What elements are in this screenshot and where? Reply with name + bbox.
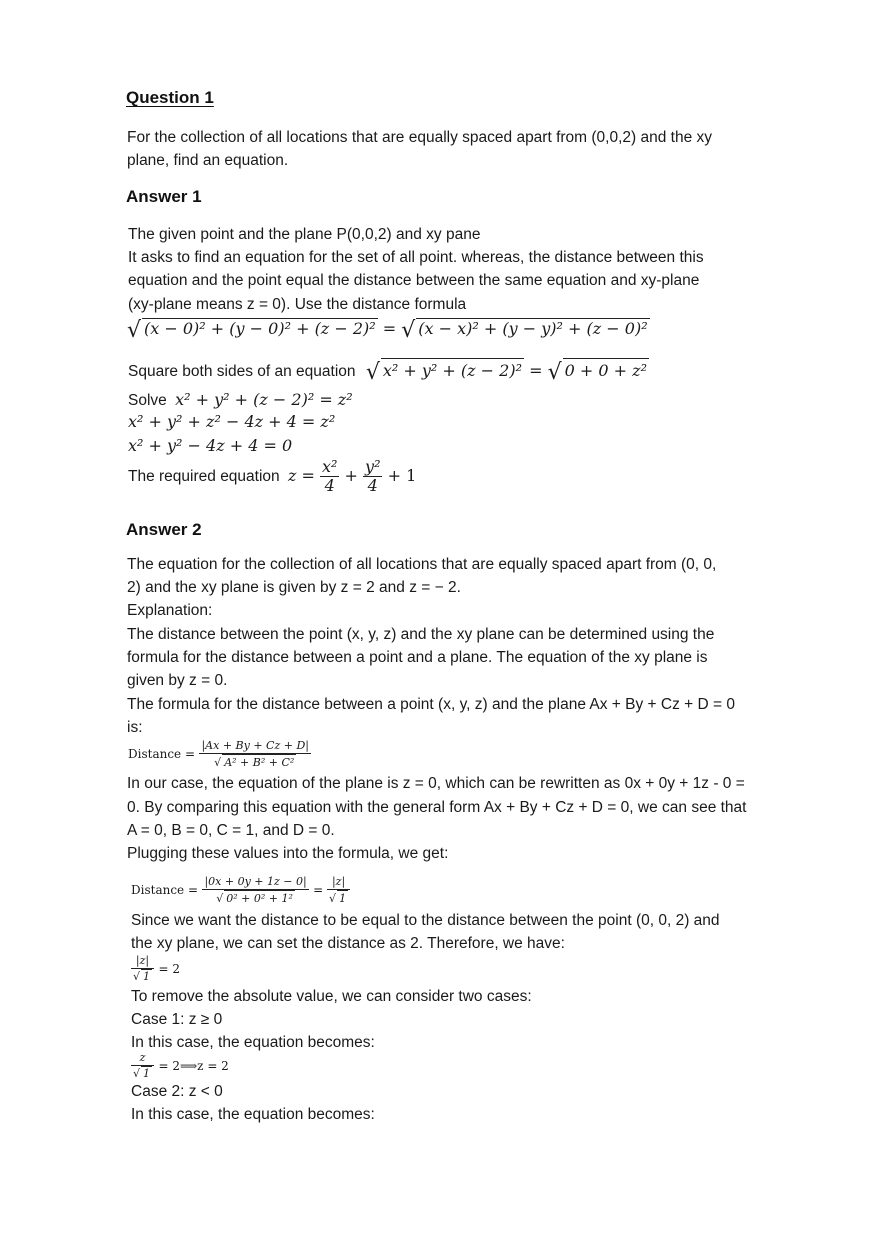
required-frac-num: y² <box>365 457 381 476</box>
case1-num: z <box>131 1051 154 1066</box>
distance-formula: Distance = $\frac{|Ax + By + Cz + D|}{\text{√ A² + B² + C²}}$ <box>128 739 309 769</box>
explanation-label: Explanation: <box>127 602 213 619</box>
square-label: Square both sides of an equation <box>128 363 356 380</box>
required-frac-num: x² <box>322 457 338 476</box>
required-frac-den: 4 <box>367 476 378 495</box>
set-distance-equation: $\frac{|z|}{√ 1}$ = 2 <box>133 954 180 983</box>
step1-equation: x² + y² + z² − 4z + 4 = z² <box>128 412 336 431</box>
absolute-value-line: To remove the absolute value, we can consider two cases: <box>131 988 532 1005</box>
case-line: 0. By comparing this equation with the general form Ax + By + Cz + D = 0, we can see that <box>127 799 747 816</box>
explanation-line: is: <box>127 719 143 736</box>
required-equation-row: The required equation z = $\frac{\text{x²}}{4}$ + $\frac{\text{y²}}{4}$ + 1 <box>128 457 417 495</box>
answer1-line: equation and the point equal the distance between the same equation and xy-plane <box>128 272 700 289</box>
case2-becomes: In this case, the equation becomes: <box>131 1106 375 1123</box>
case1-den: 1 <box>143 1067 151 1080</box>
case1-becomes: In this case, the equation becomes: <box>131 1034 375 1051</box>
step2-equation: x² + y² − 4z + 4 = 0 <box>128 436 293 455</box>
answer1-title: Answer 1 <box>126 187 202 206</box>
explanation-line: The distance between the point (x, y, z) and the xy plane can be determined using the <box>127 626 715 643</box>
square-eq-right: 0 + 0 + z² <box>563 358 649 382</box>
distance-formula-num: |Ax + By + Cz + D| <box>201 739 309 752</box>
answer1-line: It asks to find an equation for the set of all point. whereas, the distance between this <box>128 249 704 266</box>
question-title: Question 1 <box>126 88 214 107</box>
plugged-num: |0x + 0y + 1z − 0| <box>204 875 307 888</box>
set-den: 1 <box>143 970 151 983</box>
explanation-line: formula for the distance between a point and a plane. The equation of the xy plane is <box>127 649 708 666</box>
case-line: In our case, the equation of the plane is z = 0, which can be rewritten as 0x + 0y + 1z - 0 = <box>127 775 745 792</box>
distance-eq-left: (x − 0)² + (y − 0)² + (z − 2)² <box>144 319 376 338</box>
question-text-line: plane, find an equation. <box>127 152 289 169</box>
case1-rhs: = 2⟹z = 2 <box>158 1059 229 1074</box>
question-text-line: For the collection of all locations that are equally spaced apart from (0,0,2) and the xy <box>127 129 713 146</box>
required-eq-tail: + 1 <box>387 466 417 485</box>
explanation-line: The formula for the distance between a point (x, y, z) and the plane Ax + By + Cz + D = 0 <box>127 696 735 713</box>
distance-formula-den: A² + B² + C² <box>224 756 295 769</box>
since-line: Since we want the distance to be equal to the distance between the point (0, 0, 2) and <box>131 912 720 929</box>
answer2-title: Answer 2 <box>126 520 202 539</box>
answer1-line: The given point and the plane P(0,0,2) and xy pane <box>128 226 481 243</box>
plugged-right-num: |z| <box>327 874 350 890</box>
answer2-intro-line: 2) and the xy plane is given by z = 2 and z = − 2. <box>127 579 461 596</box>
plugged-right-den: 1 <box>339 892 347 905</box>
answer2-intro-line: The equation for the collection of all locations that are equally spaced apart from (0, 0, <box>127 556 717 573</box>
case1-equation: $\frac{z}{√ 1}$ = 2⟹z = 2 <box>133 1051 229 1080</box>
set-rhs: = 2 <box>158 962 180 977</box>
solve-equation: x² + y² + (z − 2)² = z² <box>175 390 353 409</box>
since-line: the xy plane, we can set the distance as 2. Therefore, we have: <box>131 935 565 952</box>
required-frac-den: 4 <box>324 476 335 495</box>
square-eq-left: x² + y² + (z − 2)² <box>381 358 524 382</box>
distance-equation: √ (x − 0)² + (y − 0)² + (z − 2)² = √ (x − x)² + (y − y)² + (z − 0)² <box>127 318 648 343</box>
required-eq-lhs: z = <box>287 466 315 485</box>
case-line: Plugging these values into the formula, we get: <box>127 845 449 862</box>
answer1-line: (xy-plane means z = 0). Use the distance formula <box>128 296 467 313</box>
case2-label: Case 2: z < 0 <box>131 1083 223 1100</box>
solve-label: Solve <box>128 392 167 409</box>
solve-row <box>128 388 353 412</box>
plugged-formula: Distance = $\frac{|0x + 0y + 1z - 0|}{\text{√ 0² + 0² + 1²}}$ = $\frac{|z|}{√ 1}$ <box>131 874 350 906</box>
square-both-sides-row: Square both sides of an equation √ x² + y² + (z − 2)² = √ 0 + 0 + z² <box>128 360 647 385</box>
distance-label: Distance = <box>128 747 196 762</box>
distance-eq-right: (x − x)² + (y − y)² + (z − 0)² <box>418 319 648 338</box>
case1-label: Case 1: z ≥ 0 <box>131 1011 223 1028</box>
plugged-den: 0² + 0² + 1² <box>226 892 293 905</box>
explanation-line: given by z = 0. <box>127 672 228 689</box>
case-line: A = 0, B = 0, C = 1, and D = 0. <box>127 822 335 839</box>
plugged-distance-label: Distance = <box>131 883 199 898</box>
set-num: |z| <box>131 954 154 969</box>
required-label: The required equation <box>128 468 280 485</box>
